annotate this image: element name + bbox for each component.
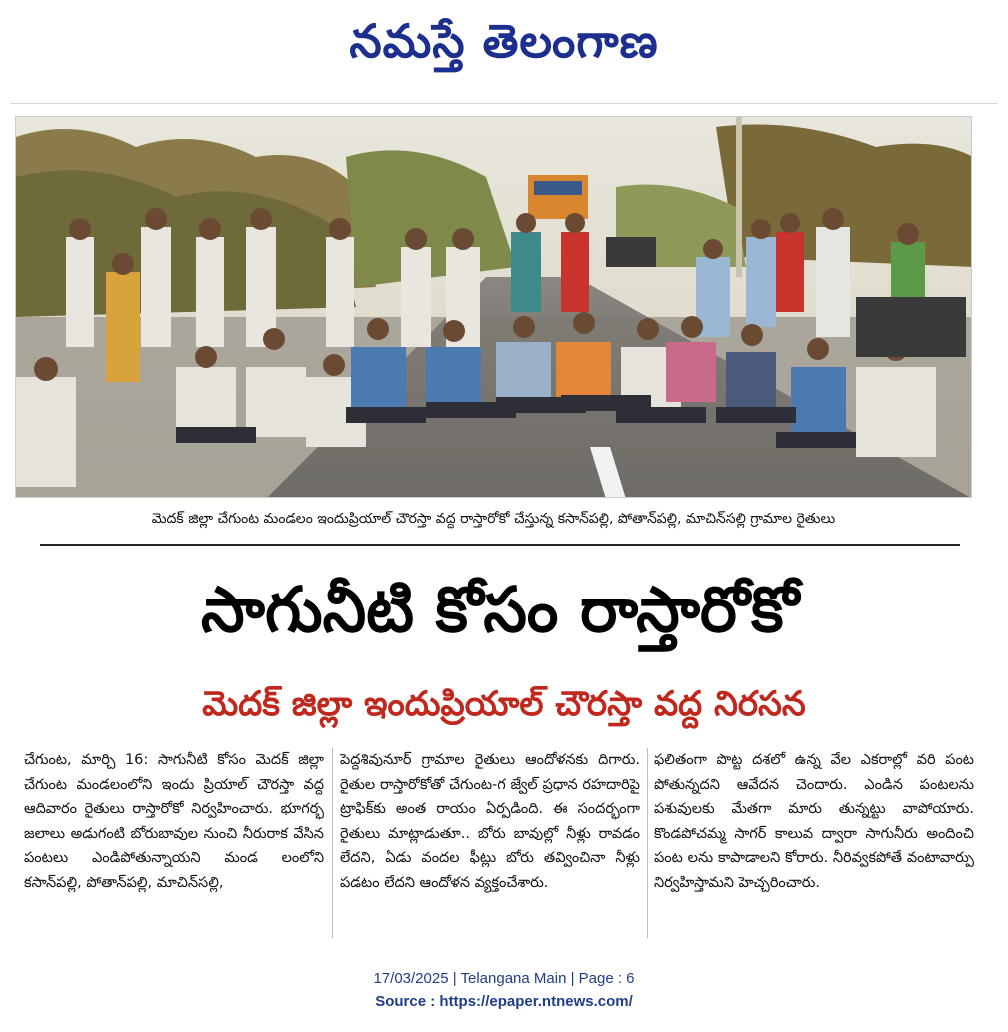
caption-divider <box>40 544 960 546</box>
article-column-2 <box>340 748 640 948</box>
source-link[interactable]: Source : https://epaper.ntnews.com/ <box>375 993 633 1010</box>
column-divider <box>332 748 333 938</box>
edition-info: 17/03/2025 | Telangana Main | Page : 6 <box>373 970 635 987</box>
article-headline: సాగునీటి కోసం రాస్తారోకో <box>201 573 799 646</box>
masthead-divider <box>10 103 998 104</box>
article-column-text: ఫలితంగా పొట్ట దశలో ఉన్న వేల ఎకరాల్లో వరి పంట పోతున్నదని ఆవేదన చెందారు. ఎండిన పంటలను పశువులకు మేతగా మారు తున్నట్టు వాపోయారు. కొండపోచమ్మ సాగర్ కాలువ ద్వారా సాగునీరు అందించి పంట లను కాపాడాలని కోరారు. నీరివ్వకపోతే వంటావార్పు నిర్వహిస్తామని హెచ్చరించారు. <box>654 752 974 891</box>
article-column-1 <box>24 748 324 948</box>
article-column-3 <box>654 748 974 948</box>
news-photo <box>15 116 972 498</box>
article-column-text: చేగుంట, మార్చి 16: సాగునీటి కోసం మెదక్ జిల్లా చేగుంట మండలంలోని ఇందు ప్రియాల్ చౌరస్తా వద్ద ఆదివారం రైతులు రాస్తారోకో నిర్వహించారు. భూగర్భ జలాలు అడుగంటి బోరుబావుల నుంచి నీరురాక వేసిన పంటలు ఎండిపోతున్నాయని మండ లంలోని కసాన్‌పల్లి, పోతాన్‌పల్లి, మాచిన్‌సల్లి, <box>24 752 324 891</box>
column-divider <box>647 748 648 938</box>
article-column-text: పెద్దశివునూర్ గ్రామాల రైతులు ఆందోళనకు దిగారు. రైతుల రాస్తారోకోతో చేగుంట-గ జ్వేల్ ప్రధాన రహదారిపై ట్రాఫిక్‌కు అంత రాయం ఏర్పడింది. ఈ సందర్భంగా రైతులు మాట్లాడుతూ.. బోరు బావుల్లో నీళ్లు రావడం లేదని, ఏడు వందల ఫీట్లు బోరు తవ్వించినా నీళ్లు పడటం లేదని ఆందోళన వ్యక్తంచేశారు. <box>340 752 640 891</box>
masthead-logo: నమస్తే తెలంగాణ <box>349 14 659 68</box>
article-subheadline: మెదక్ జిల్లా ఇందుప్రియాల్ చౌరస్తా వద్ద నిరసన <box>202 684 806 724</box>
protest-photo-illustration <box>16 117 972 498</box>
photo-caption: మెదక్ జిల్లా చేగుంట మండలం ఇందుప్రియాల్ చౌరస్తా వద్ద రాస్తారోకో చేస్తున్న కసాన్‌పల్లి, పోతాన్‌పల్లి, మాచిన్‌సల్లి గ్రామాల రైతులు <box>151 511 836 527</box>
